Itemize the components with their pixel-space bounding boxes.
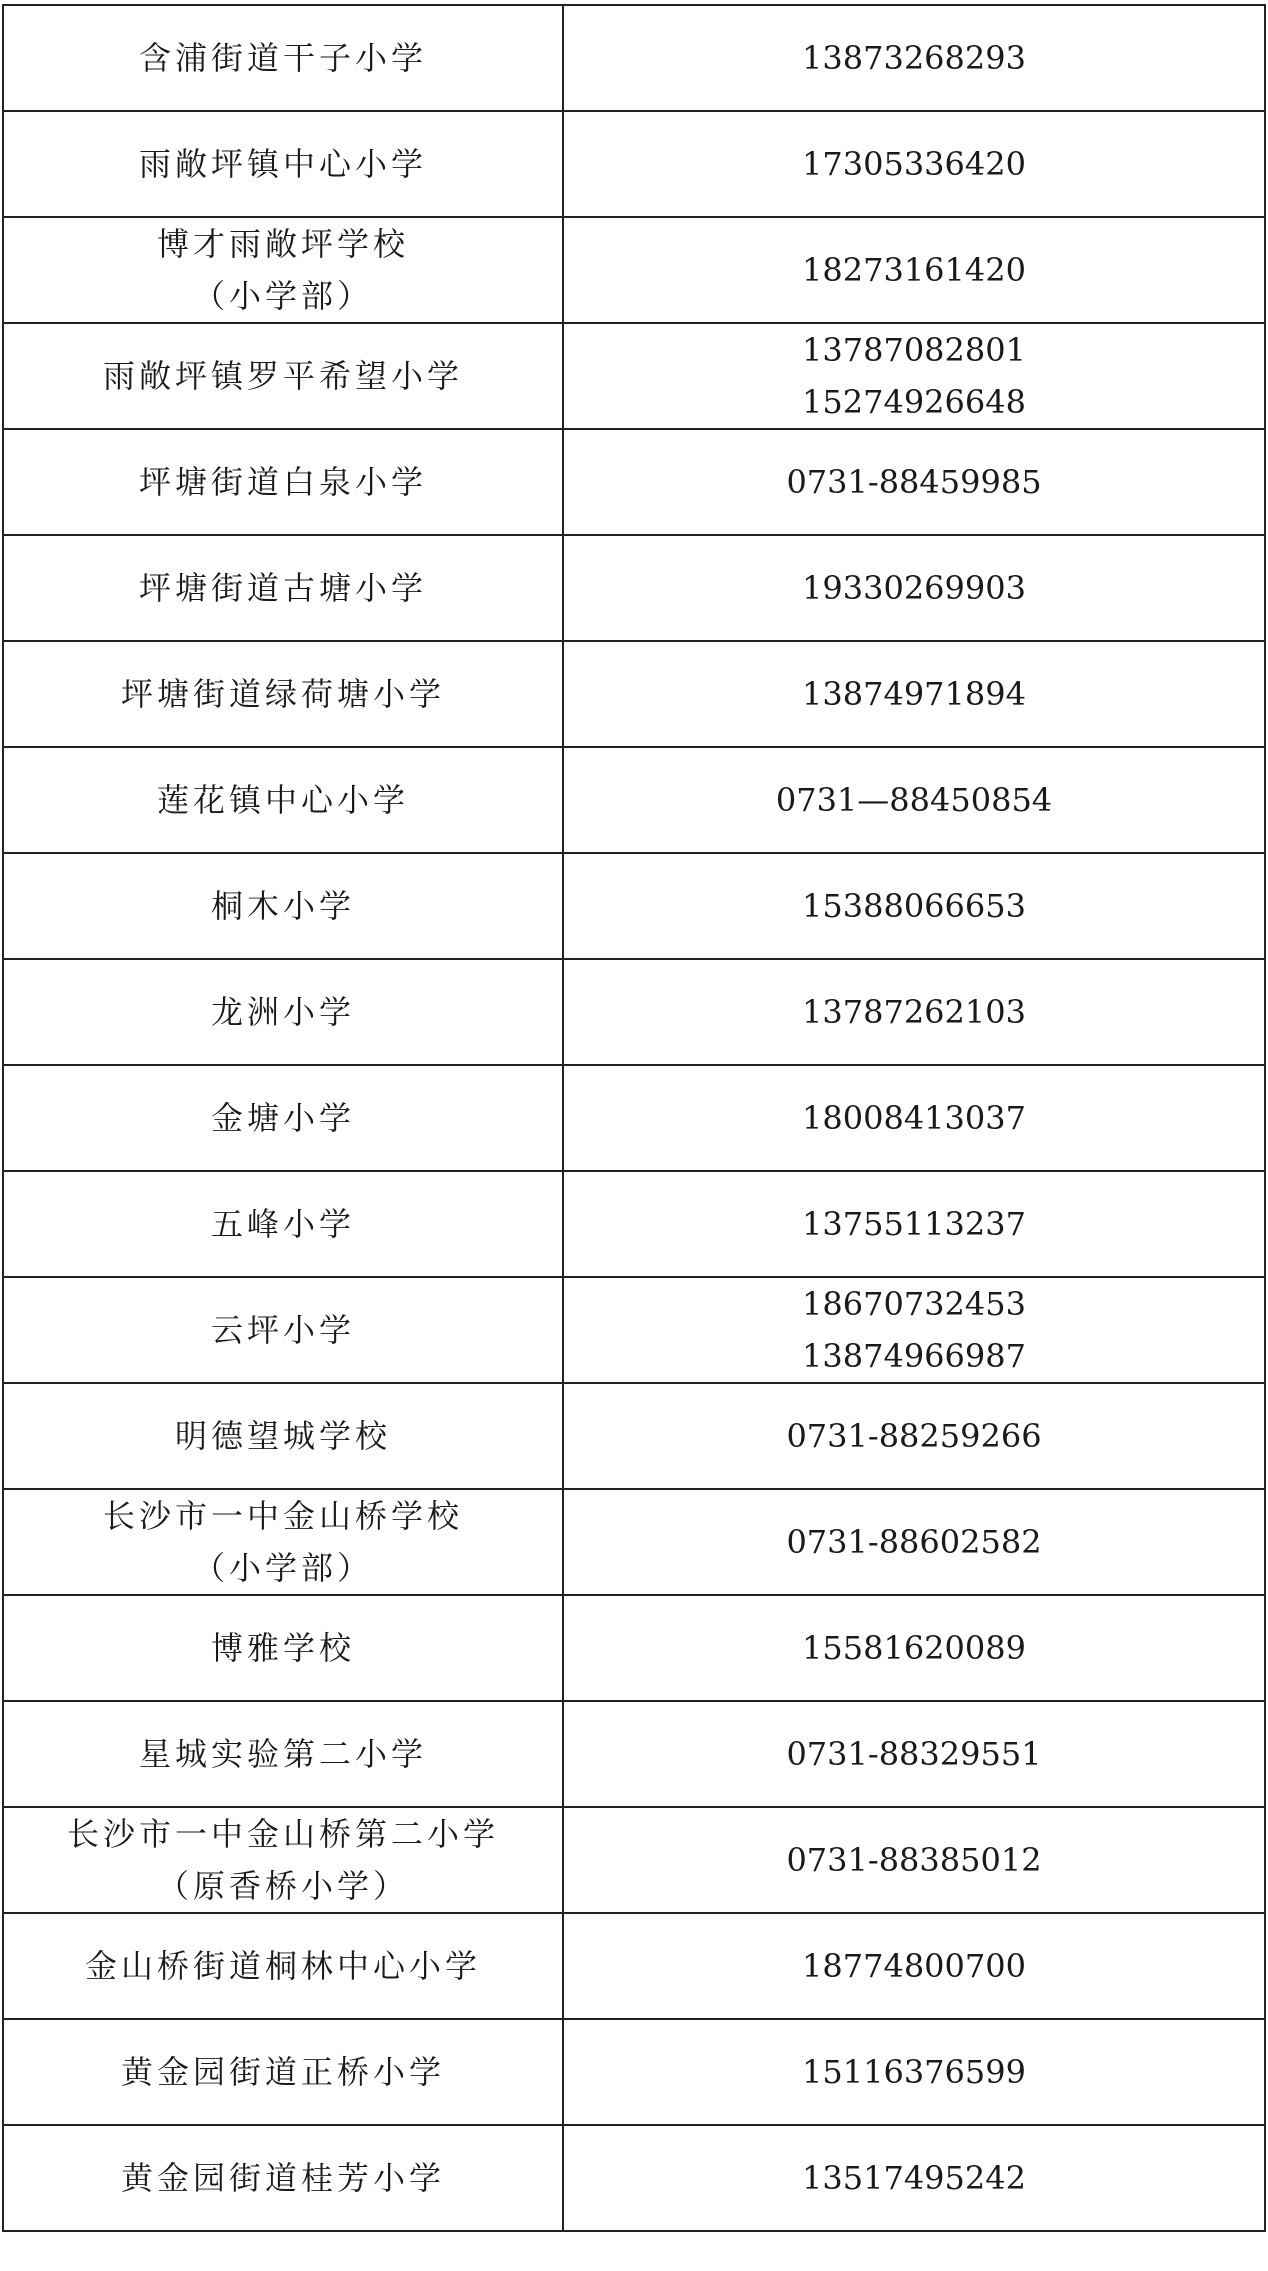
phone-number: 15274926648 [802, 383, 1026, 421]
school-name-cell [3, 853, 563, 959]
school-name-line: 雨敞坪镇中心小学 [138, 145, 427, 183]
phone-cell [563, 323, 1265, 429]
school-name-line: 金塘小学 [210, 1099, 355, 1137]
table-row [3, 1913, 1265, 2019]
school-name-line: 龙洲小学 [210, 993, 355, 1031]
table-row [3, 2019, 1265, 2125]
table-row [3, 1701, 1265, 1807]
school-name-line: 桐木小学 [210, 887, 355, 925]
phone-cell [563, 1489, 1265, 1595]
school-name-cell [3, 2019, 563, 2125]
school-name-line: 黄金园街道桂芳小学 [120, 2159, 445, 2197]
school-name-line: 雨敞坪镇罗平希望小学 [102, 357, 463, 395]
table-row [3, 217, 1265, 323]
school-name-line: 金山桥街道桐林中心小学 [84, 1947, 481, 1985]
school-name-line: 莲花镇中心小学 [156, 781, 409, 819]
phone-number: 13874966987 [802, 1337, 1026, 1375]
school-name-cell [3, 1595, 563, 1701]
phone-cell [563, 5, 1265, 111]
phone-number: 18774800700 [802, 1947, 1026, 1985]
phone-cell [563, 2125, 1265, 2231]
phone-number: 13787262103 [802, 993, 1026, 1031]
school-name-cell [3, 2125, 563, 2231]
phone-number: 0731-88329551 [786, 1735, 1042, 1773]
school-name-cell [3, 323, 563, 429]
phone-number: 15581620089 [802, 1629, 1026, 1667]
table-row [3, 1489, 1265, 1595]
school-name-line: （小学部） [192, 277, 373, 315]
table-row [3, 111, 1265, 217]
phone-cell [563, 1595, 1265, 1701]
table-row [3, 429, 1265, 535]
phone-cell [563, 429, 1265, 535]
school-name-cell [3, 1913, 563, 2019]
table-row [3, 1383, 1265, 1489]
phone-number: 0731—88450854 [775, 781, 1053, 819]
phone-number: 19330269903 [802, 569, 1026, 607]
school-name-cell [3, 5, 563, 111]
table-row [3, 1277, 1265, 1383]
school-name-line: 坪塘街道绿荷塘小学 [120, 675, 445, 713]
school-name-cell [3, 1383, 563, 1489]
table-row [3, 959, 1265, 1065]
phone-cell [563, 853, 1265, 959]
school-name-cell [3, 429, 563, 535]
school-name-line: 长沙市一中金山桥第二小学 [66, 1815, 499, 1853]
table-body [3, 5, 1265, 2231]
table-row [3, 2125, 1265, 2231]
phone-number: 18273161420 [802, 251, 1026, 289]
phone-number: 0731-88385012 [786, 1841, 1042, 1879]
school-name-line: 黄金园街道正桥小学 [120, 2053, 445, 2091]
phone-cell [563, 1701, 1265, 1807]
school-name-cell [3, 217, 563, 323]
school-name-line: 含浦街道干子小学 [138, 39, 427, 77]
phone-cell [563, 1171, 1265, 1277]
school-name-cell [3, 747, 563, 853]
school-name-line: 博雅学校 [210, 1629, 355, 1667]
table-row [3, 535, 1265, 641]
school-name-line: 云坪小学 [210, 1311, 355, 1349]
phone-cell [563, 959, 1265, 1065]
school-name-line: 坪塘街道古塘小学 [138, 569, 427, 607]
phone-number: 13873268293 [802, 39, 1026, 77]
table-row [3, 323, 1265, 429]
phone-number: 17305336420 [802, 145, 1026, 183]
school-name-line: 长沙市一中金山桥学校 [102, 1497, 463, 1535]
table-row [3, 853, 1265, 959]
phone-cell [563, 1383, 1265, 1489]
phone-number: 0731-88459985 [786, 463, 1042, 501]
phone-cell [563, 535, 1265, 641]
phone-number: 13787082801 [802, 331, 1026, 369]
phone-cell [563, 1807, 1265, 1913]
school-name-cell [3, 1489, 563, 1595]
phone-cell [563, 2019, 1265, 2125]
school-contact-table [2, 4, 1266, 2232]
phone-number: 13517495242 [802, 2159, 1026, 2197]
phone-number: 15388066653 [802, 887, 1026, 925]
phone-cell [563, 641, 1265, 747]
phone-number: 18670732453 [802, 1285, 1026, 1323]
school-name-line: （小学部） [192, 1549, 373, 1587]
phone-cell [563, 111, 1265, 217]
school-name-line: 明德望城学校 [174, 1417, 391, 1455]
school-name-line: 五峰小学 [210, 1205, 355, 1243]
table-row [3, 1171, 1265, 1277]
phone-number: 0731-88259266 [786, 1417, 1042, 1455]
table-row [3, 5, 1265, 111]
phone-number: 18008413037 [802, 1099, 1026, 1137]
table-row [3, 641, 1265, 747]
phone-cell [563, 1065, 1265, 1171]
school-name-cell [3, 1171, 563, 1277]
table-row [3, 1807, 1265, 1913]
phone-number: 13755113237 [802, 1205, 1026, 1243]
table-row [3, 1065, 1265, 1171]
school-name-line: 博才雨敞坪学校 [156, 225, 409, 263]
school-name-line: （原香桥小学） [156, 1867, 409, 1905]
school-name-cell [3, 535, 563, 641]
school-name-cell [3, 959, 563, 1065]
school-name-cell [3, 1807, 563, 1913]
school-name-cell [3, 1701, 563, 1807]
phone-cell [563, 1913, 1265, 2019]
phone-cell [563, 747, 1265, 853]
phone-number: 13874971894 [802, 675, 1026, 713]
school-name-cell [3, 1277, 563, 1383]
table-row [3, 747, 1265, 853]
phone-cell [563, 217, 1265, 323]
school-name-line: 坪塘街道白泉小学 [138, 463, 427, 501]
school-name-cell [3, 111, 563, 217]
phone-number: 0731-88602582 [786, 1523, 1042, 1561]
school-name-line: 星城实验第二小学 [138, 1735, 427, 1773]
phone-number: 15116376599 [802, 2053, 1026, 2091]
school-name-cell [3, 641, 563, 747]
school-name-cell [3, 1065, 563, 1171]
table-row [3, 1595, 1265, 1701]
phone-cell [563, 1277, 1265, 1383]
